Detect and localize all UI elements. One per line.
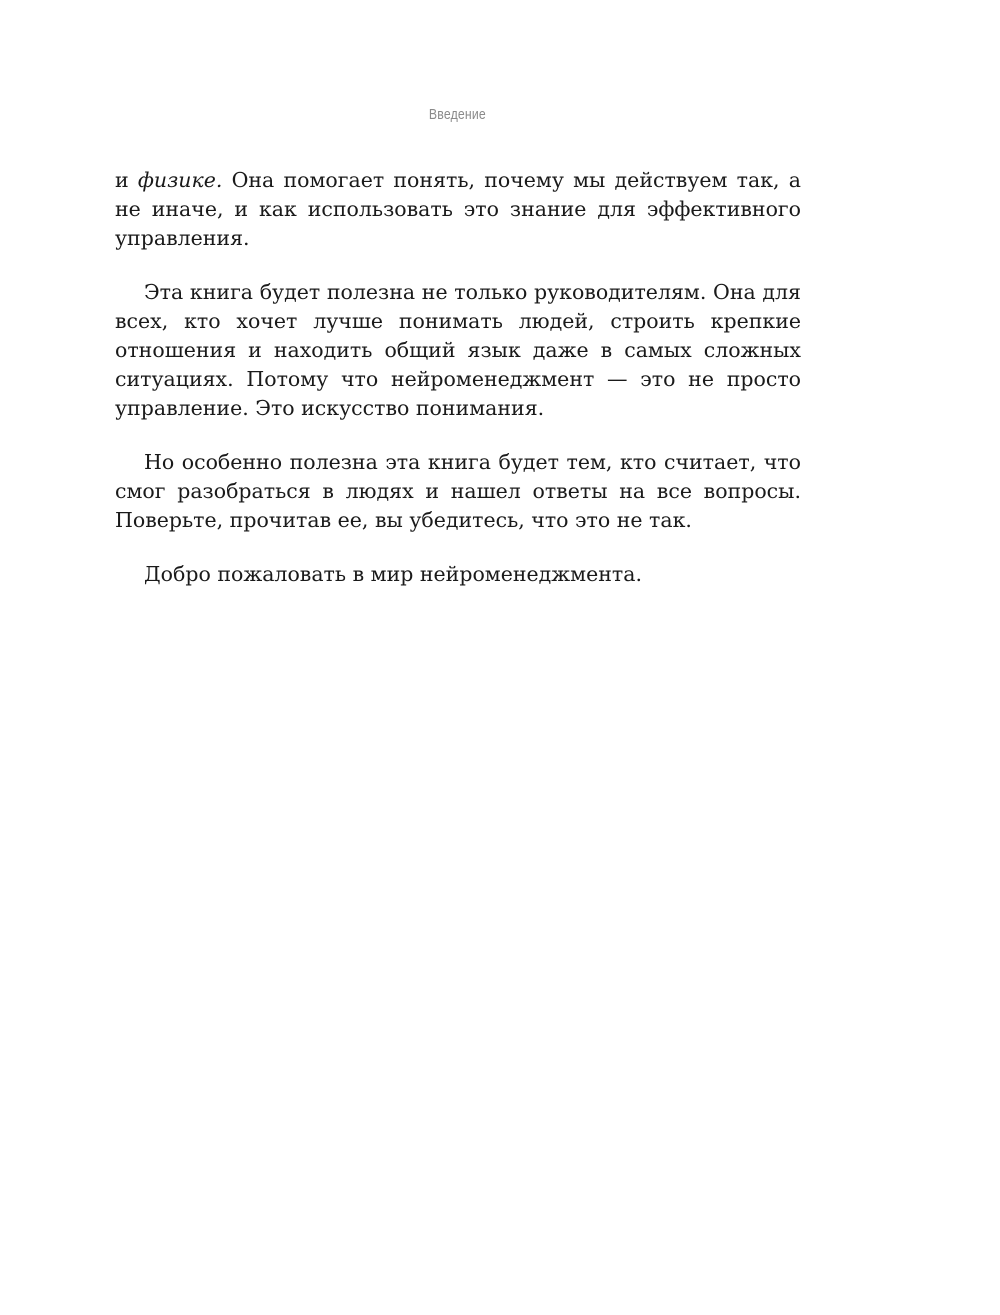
paragraph-3: Но особенно полезна эта книга будет тем, кто считает, что смог разобраться в людях и нашел ответы на все вопросы. Поверьте, прочитав ее, вы убедитесь, что это не так. bbox=[115, 450, 801, 532]
paragraph-2: Эта книга будет полезна не только руководителям. Она для всех, кто хочет лучше понимать людей, строить крепкие отношения и находить общий язык даже в самых сложных ситуациях. Потому что нейроменеджмент — это не просто управление. Это искусство понимания. bbox=[115, 280, 801, 420]
body-text bbox=[115, 166, 801, 614]
paragraph-1-italic: физике. bbox=[137, 168, 223, 192]
paragraph-1-lead: и bbox=[115, 168, 138, 192]
running-header: Введение bbox=[428, 106, 486, 123]
paragraph-1-rest: Она помогает понять, почему мы действуем так, а не иначе, и как использовать это знание для эффективного управления. bbox=[115, 168, 801, 250]
paragraph-1 bbox=[115, 166, 801, 253]
paragraph-4: Добро пожаловать в мир нейроменеджмента. bbox=[144, 562, 642, 586]
